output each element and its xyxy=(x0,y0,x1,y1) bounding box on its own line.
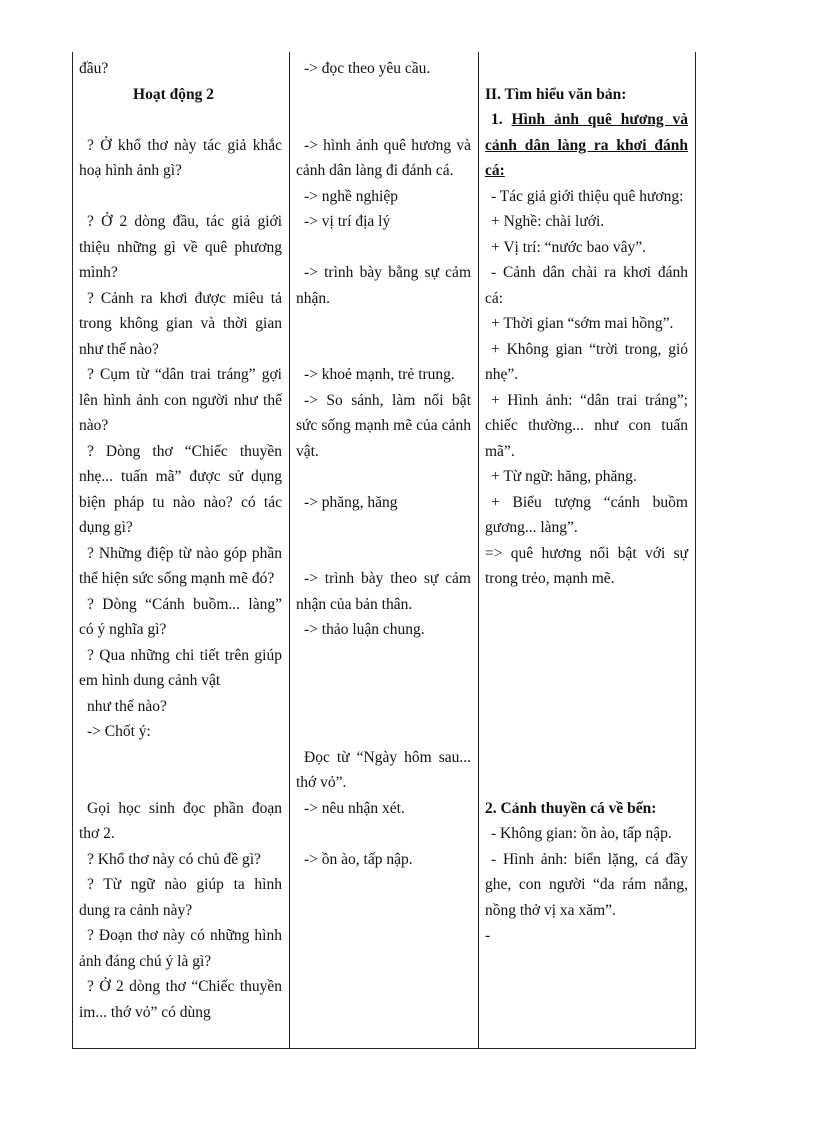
question: ? Qua những chi tiết trên giúp em hình dung cảnh vật xyxy=(79,646,282,689)
answer: -> hình ảnh quê hương và cảnh dân làng đi đánh cá. xyxy=(296,136,471,179)
activity-heading: Hoạt động 2 xyxy=(133,85,214,103)
question: ? Đoạn thơ này có những hình ảnh đáng chú ý là gì? xyxy=(79,927,282,970)
question: ? Cảnh ra khơi được miêu tả trong không gian và thời gian như thế nào? xyxy=(79,289,282,358)
content-line: - xyxy=(485,927,491,944)
question: như thế nào? xyxy=(87,697,167,715)
question: ? Dòng “Cánh buồm... làng” có ý nghĩa gì? xyxy=(79,595,282,638)
column-lesson-content xyxy=(485,56,688,949)
conclusion-line: => quê hương nổi bật với sự trong trẻo, mạnh mẽ. xyxy=(485,544,688,587)
table-divider-1 xyxy=(289,52,290,1049)
question: ? Cụm từ “dân trai tráng” gợi lên hình ảnh con người như thế nào? xyxy=(79,366,282,434)
table-border-bottom xyxy=(72,1048,696,1049)
answer: -> trình bày theo sự cảm nhận của bản thân. xyxy=(296,570,471,613)
answer: -> phăng, hăng xyxy=(304,493,398,511)
answer: -> khoẻ mạnh, trẻ trung. xyxy=(304,366,455,383)
question: ? Khổ thơ này có chủ đề gì? xyxy=(87,850,261,868)
table-border-right xyxy=(695,52,696,1049)
table-border-left xyxy=(72,52,73,1049)
section-heading: II. Tìm hiểu văn bản: xyxy=(485,85,627,103)
answer: -> nghề nghiệp xyxy=(304,187,398,205)
answer: -> nêu nhận xét. xyxy=(304,799,405,817)
content-line: + Nghề: chài lưới. xyxy=(491,213,605,230)
question: ? Ở 2 dòng đầu, tác giả giới thiệu những gì về quê phương mình? xyxy=(79,213,282,281)
content-line: + Hình ảnh: “dân trai tráng”; chiếc thường... như con tuấn mã”. xyxy=(485,391,688,460)
table-divider-2 xyxy=(478,52,479,1049)
question: ? Ở khổ thơ này tác giả khắc hoạ hình ảnh gì? xyxy=(79,136,282,179)
content-line: + Biểu tượng “cánh buồm gương... làng”. xyxy=(485,493,688,536)
subsection-heading: 2. Cảnh thuyền cá về bến: xyxy=(485,799,657,817)
answer: -> ồn ào, tấp nập. xyxy=(304,850,413,868)
answer: -> thảo luận chung. xyxy=(304,621,425,638)
content-line: + Vị trí: “nước bao vây”. xyxy=(491,238,647,256)
content-line: - Tác giả giới thiệu quê hương: xyxy=(491,187,684,205)
instruction: Gọi học sinh đọc phần đoạn thơ 2. xyxy=(79,799,282,842)
answer: -> vị trí địa lý xyxy=(304,213,391,230)
answer: -> So sánh, làm nổi bật sức sống mạnh mẽ của cảnh vật. xyxy=(296,391,471,460)
content-line: - Cảnh dân chài ra khơi đánh cá: xyxy=(485,264,688,307)
subsection-number: 1. xyxy=(491,111,503,128)
text-line: đầu? xyxy=(79,60,109,77)
subsection-heading xyxy=(485,107,688,184)
content-line: - Không gian: ồn ào, tấp nập. xyxy=(491,825,672,842)
content-line: - Hình ảnh: biển lặng, cá đầy ghe, con người “da rám nắng, nồng thở vị xa xăm”. xyxy=(485,850,688,919)
question: ? Từ ngữ nào giúp ta hình dung ra cảnh này? xyxy=(79,876,282,919)
subsection-title: Hình ảnh quê hương và cảnh dân làng ra khơi đánh cá: xyxy=(485,111,688,179)
question: ? Dòng thơ “Chiếc thuyền nhẹ... tuấn mã” được sử dụng biện pháp tu nào nào? có tác dụng gì? xyxy=(79,442,282,536)
content-line: + Không gian “trời trong, gió nhẹ”. xyxy=(485,340,688,383)
question: ? Ở 2 dòng thơ “Chiếc thuyền im... thớ vỏ” có dùng xyxy=(79,978,282,1021)
answer: Đọc từ “Ngày hôm sau... thớ vỏ”. xyxy=(296,748,471,791)
answer: -> trình bày bằng sự cảm nhận. xyxy=(296,264,471,307)
content-line: + Thời gian “sớm mai hồng”. xyxy=(491,315,674,332)
conclusion-note: -> Chốt ý: xyxy=(87,723,151,740)
column-student-activities xyxy=(296,56,471,872)
answer: -> đọc theo yêu cầu. xyxy=(304,60,431,77)
content-line: + Từ ngữ: hăng, phăng. xyxy=(491,468,637,485)
question: ? Những điệp từ nào góp phần thể hiện sức sống mạnh mẽ đó? xyxy=(79,544,282,587)
column-teacher-activities xyxy=(79,56,282,1025)
